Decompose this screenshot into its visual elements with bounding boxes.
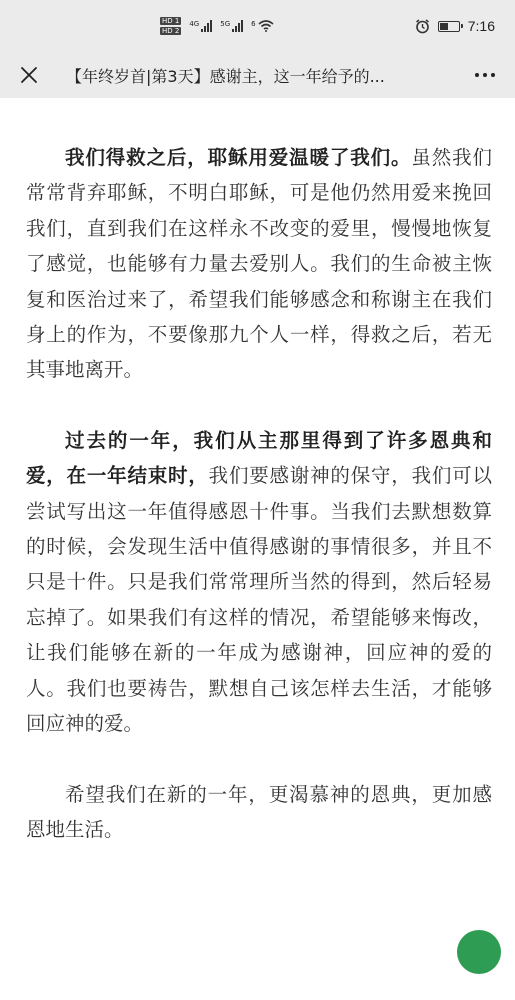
status-time: 7:16 [467, 18, 495, 34]
article-body [26, 140, 492, 882]
article-paragraph-3 [26, 777, 492, 848]
signal-5g-icon [220, 20, 243, 32]
more-dot-icon [483, 73, 487, 77]
paragraph-1-bold: 我们得救之后，耶稣用爱温暖了我们。 [65, 146, 412, 169]
signal-4g-icon [189, 20, 212, 32]
close-icon [20, 66, 38, 84]
floating-action-button[interactable] [457, 930, 501, 974]
hd2-badge: HD 2 [162, 27, 180, 35]
paragraph-2-bold: 过去的一年，我们从主那里得到了许多恩典和爱，在一年结束时， [26, 428, 492, 488]
more-dot-icon [491, 73, 495, 77]
signal-5g-label: 5G [220, 20, 231, 28]
hd1-badge: HD 1 [162, 17, 180, 25]
article-paragraph-1 [26, 140, 492, 388]
wifi-icon [251, 20, 273, 32]
alarm-icon [415, 19, 430, 34]
article-paragraph-2 [26, 423, 492, 742]
status-right [415, 18, 495, 34]
status-bar [0, 0, 515, 52]
close-button[interactable] [18, 64, 40, 86]
paragraph-2-text: 我们要感谢神的保守，我们可以尝试写出这一年值得感恩十件事。当我们去默想数算的时候，会发现生活中值得感谢的事情很多，并且不只是十件。只是我们常常理所当然的得到，然后轻易忘掉了。如果我们有这样的情况，希望能够来悔改，让我们能够在新的一年成为感谢神，回应神的爱的人。我们也要祷告，默想自己该怎样去生活，才能够回应神的爱。 [26, 464, 492, 736]
wifi-label: 6 [251, 20, 256, 28]
status-left [160, 17, 274, 35]
signal-4g-label: 4G [189, 20, 200, 28]
hd-badges [160, 17, 181, 35]
battery-fill [440, 23, 448, 30]
paragraph-3-text: 希望我们在新的一年，更渴慕神的恩典，更加感恩地生活。 [26, 782, 492, 841]
battery-icon [438, 21, 460, 32]
more-dot-icon [475, 73, 479, 77]
more-options-button[interactable] [473, 67, 497, 83]
paragraph-1-text: 虽然我们常常背弃耶稣，不明白耶稣，可是他仍然用爱来挽回我们，直到我们在这样永不改变的爱里，慢慢地恢复了感觉，也能够有力量去爱别人。我们的生命被主恢复和医治过来了，希望我们能够感念和称谢主在我们身上的作为，不要像那九个人一样，得救之后，若无其事地离开。 [26, 146, 492, 382]
nav-bar [0, 52, 515, 98]
page-title: 【年终岁首|第3天】感谢主，这一年给予的... [66, 66, 385, 86]
